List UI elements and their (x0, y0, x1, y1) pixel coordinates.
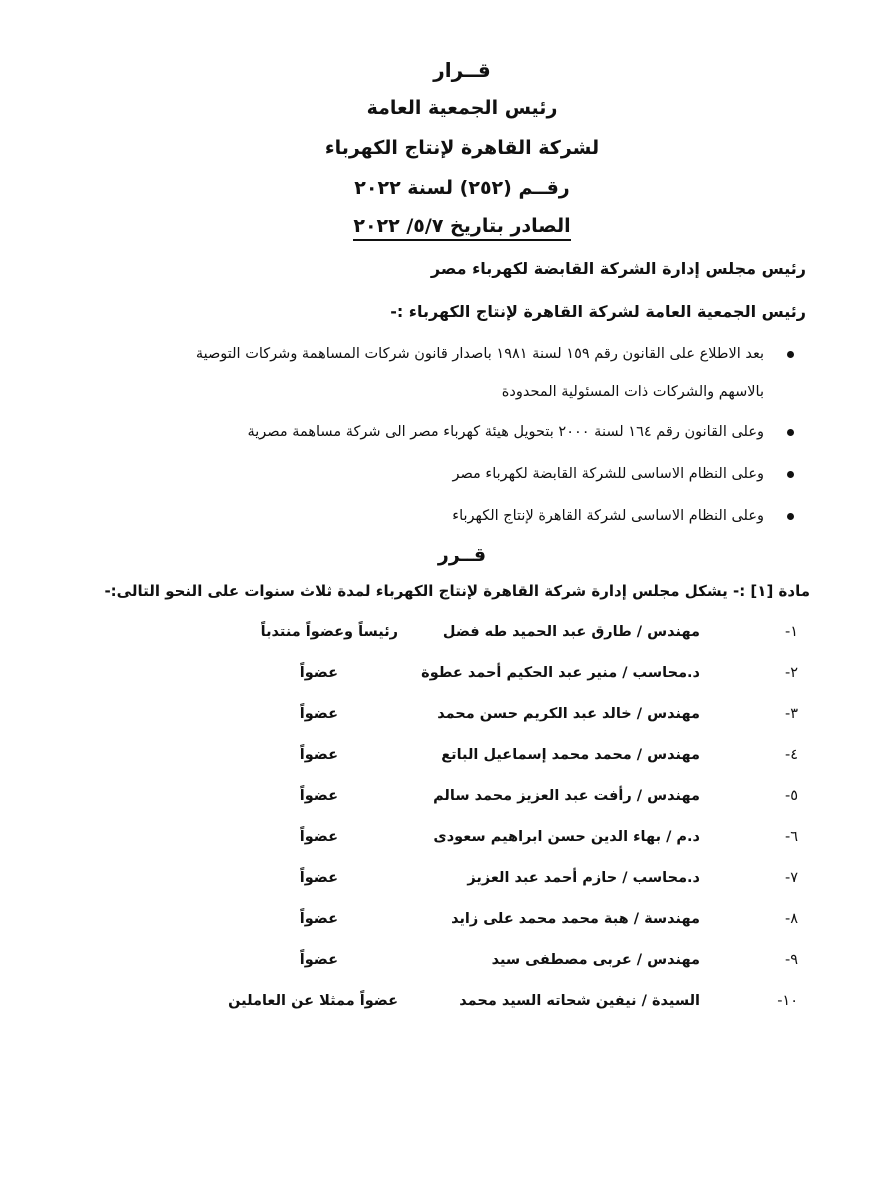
member-number: ٦- (784, 829, 798, 845)
preamble-item (52, 462, 792, 486)
member-row (158, 993, 798, 1034)
member-row (158, 911, 798, 952)
preamble-item (52, 504, 792, 528)
preamble-item-text-continued: بالاسهم والشركات ذات المسئولية المحدودة (501, 384, 764, 400)
member-row (158, 788, 798, 829)
preamble-list (52, 342, 792, 546)
member-role: عضواً (299, 870, 338, 886)
member-name: مهندس / عربى مصطفى سيد (491, 952, 700, 968)
member-number: ٢- (784, 665, 798, 681)
member-number: ٣- (784, 706, 798, 722)
member-row (158, 829, 798, 870)
member-row (158, 952, 798, 993)
decision-number: رقــم (٢٥٢) لسنة ٢٠٢٢ (354, 177, 570, 199)
member-role: عضواً (299, 706, 338, 722)
preamble-item (52, 342, 792, 404)
member-row (158, 870, 798, 911)
issue-date-text: الصادر بتاريخ ٥/٧/ ٢٠٢٢ (353, 215, 570, 241)
member-role: عضواً (299, 788, 338, 804)
issue-date (40, 214, 884, 238)
general-assembly-chairman-title: رئيس الجمعية العامة (366, 97, 558, 119)
member-row (158, 706, 798, 747)
bullet-icon (787, 471, 794, 478)
bullet-icon (787, 351, 794, 358)
bullet-icon (787, 513, 794, 520)
article-one: مادة [١] :- يشكل مجلس إدارة شركة القاهرة لإنتاج الكهرباء لمدة ثلاث سنوات على النحو التالى:- (104, 582, 810, 600)
member-role: عضواً (299, 747, 338, 763)
member-number: ٧- (784, 870, 798, 886)
preamble-item-text: وعلى النظام الاساسى لشركة القاهرة لإنتاج الكهرباء (452, 508, 764, 524)
member-name: مهندس / خالد عبد الكريم حسن محمد (437, 706, 700, 722)
preamble-item-text: وعلى القانون رقم ١٦٤ لسنة ٢٠٠٠ بتحويل هيئة كهرباء مصر الى شركة مساهمة مصرية (247, 424, 764, 440)
member-number: ٩- (784, 952, 798, 968)
member-name: السيدة / نيفين شحاته السيد محمد (459, 993, 700, 1009)
member-name: د.محاسب / منير عبد الحكيم أحمد عطوة (421, 665, 700, 681)
member-number: ٤- (784, 747, 798, 763)
member-number: ١- (784, 624, 798, 640)
member-role: عضواً (299, 911, 338, 927)
member-role: عضواً ممثلا عن العاملين (228, 993, 398, 1009)
member-name: مهندس / محمد محمد إسماعيل الباتع (441, 747, 700, 763)
member-number: ٨- (784, 911, 798, 927)
member-name: د.محاسب / حازم أحمد عبد العزيز (467, 870, 700, 886)
preamble-item-text: وعلى النظام الاساسى للشركة القابضة لكهرباء مصر (452, 466, 764, 482)
member-row (158, 624, 798, 665)
member-name: د.م / بهاء الدين حسن ابراهيم سعودى (433, 829, 700, 845)
member-row (158, 747, 798, 788)
issuer-line-1: رئيس مجلس إدارة الشركة القابضة لكهرباء مصر (430, 259, 806, 278)
member-row (158, 665, 798, 706)
preamble-item-text: بعد الاطلاع على القانون رقم ١٥٩ لسنة ١٩٨١ باصدار قانون شركات المساهمة وشركات التوصية (195, 346, 764, 362)
member-name: مهندسة / هبة محمد محمد على زايد (451, 911, 700, 927)
board-members-list (158, 624, 798, 1034)
member-role: عضواً (299, 665, 338, 681)
company-name-title: لشركة القاهرة لإنتاج الكهرباء (324, 137, 600, 159)
preamble-item (52, 420, 792, 444)
decision-heading: قــرر (437, 544, 487, 566)
member-name: مهندس / رأفت عبد العزيز محمد سالم (433, 788, 700, 804)
issuer-line-2: رئيس الجمعية العامة لشركة القاهرة لإنتاج الكهرباء :- (390, 302, 806, 321)
member-role: عضواً (299, 952, 338, 968)
member-role: عضواً (299, 829, 338, 845)
decision-title: قــرار (433, 58, 491, 82)
bullet-icon (787, 429, 794, 436)
member-role: رئيساً وعضواً منتدباً (260, 624, 398, 640)
member-number: ١٠- (777, 993, 798, 1009)
member-name: مهندس / طارق عبد الحميد طه فضل (442, 624, 700, 640)
member-number: ٥- (784, 788, 798, 804)
